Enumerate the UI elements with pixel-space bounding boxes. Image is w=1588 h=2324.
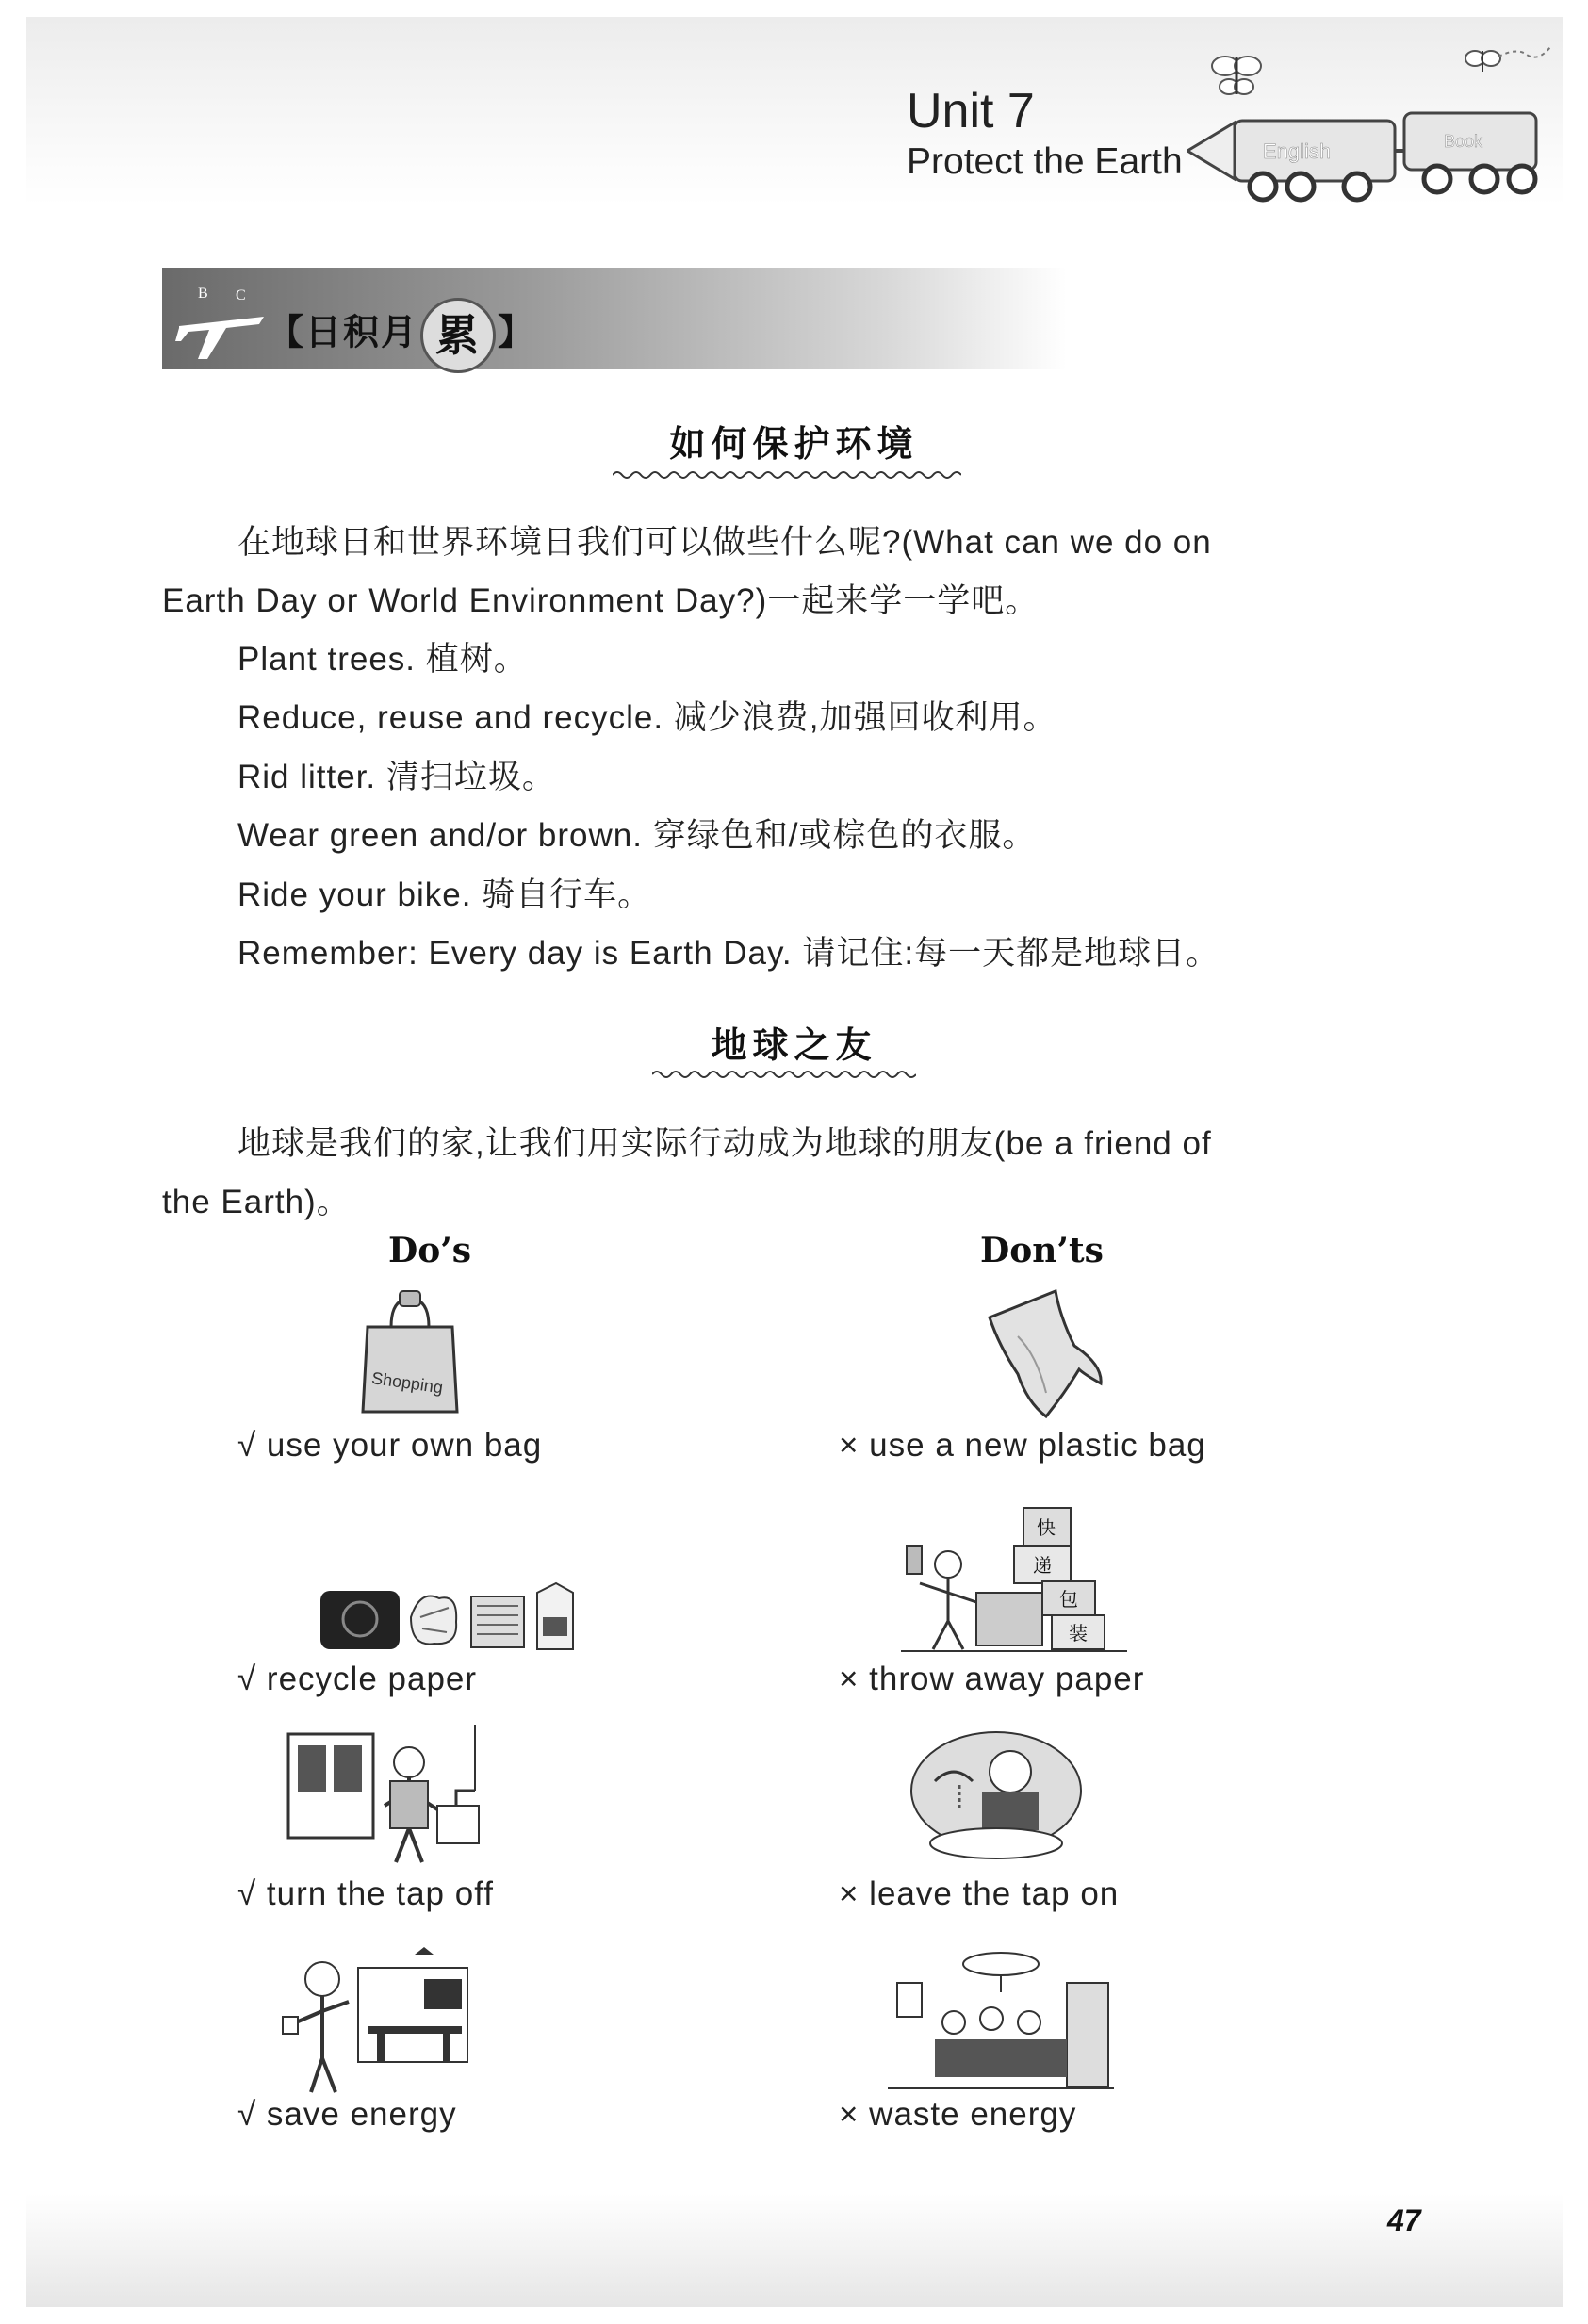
article2-title: 地球之友 bbox=[711, 1026, 877, 1066]
article1-intro-line2: Earth Day or World Environment Day?)一起来学一学吧。 bbox=[162, 582, 1040, 619]
do-item: √ recycle paper bbox=[237, 1661, 478, 1697]
dont-item: × leave the tap on bbox=[839, 1875, 1120, 1912]
article2-intro-line1: 地球是我们的家,让我们用实际行动成为地球的朋友(be a friend of bbox=[237, 1125, 1212, 1162]
unit-title: Unit 7 bbox=[907, 84, 1035, 139]
express-package-pile-icon bbox=[901, 1489, 1127, 1659]
dont-item: × throw away paper bbox=[839, 1661, 1145, 1697]
recycle-paper-icon bbox=[317, 1579, 581, 1655]
dos-heading: Do’s bbox=[388, 1231, 472, 1270]
section-label-badge: 累 bbox=[420, 298, 496, 373]
donts-heading: Don’ts bbox=[980, 1231, 1104, 1270]
svg-text:B: B bbox=[198, 286, 208, 302]
unit-subtitle: Protect the Earth bbox=[907, 141, 1183, 182]
do-item: √ save energy bbox=[237, 2096, 457, 2133]
svg-text:装: 装 bbox=[1069, 1622, 1088, 1645]
svg-text:Shopping: Shopping bbox=[370, 1368, 445, 1398]
svg-text:包: 包 bbox=[1059, 1588, 1078, 1611]
dont-item: × waste energy bbox=[839, 2096, 1077, 2133]
shopping-bag-icon bbox=[358, 1289, 462, 1421]
butterfly-icon bbox=[1212, 57, 1261, 94]
airplane-icon bbox=[170, 279, 273, 364]
leave-tap-on-icon bbox=[907, 1725, 1086, 1866]
save-energy-icon bbox=[273, 1945, 471, 2096]
butterfly-icon bbox=[1465, 47, 1550, 72]
article2-intro-line2: the Earth)。 bbox=[162, 1184, 351, 1220]
article1-title: 如何保护环境 bbox=[669, 425, 919, 465]
section-label bbox=[268, 298, 535, 373]
pencil-car-icon bbox=[1187, 38, 1564, 207]
turn-tap-off-icon bbox=[286, 1725, 484, 1866]
section-label-prefix: 【日积月 bbox=[268, 310, 419, 353]
article1-line: Remember: Every day is Earth Day. 请记住:每一天都是地球日。 bbox=[237, 935, 1220, 972]
dont-item: × use a new plastic bag bbox=[839, 1427, 1206, 1464]
svg-text:快: 快 bbox=[1037, 1516, 1056, 1539]
svg-text:递: 递 bbox=[1033, 1554, 1052, 1577]
svg-text:English: English bbox=[1263, 139, 1332, 163]
article1-line: Reduce, reuse and recycle. 减少浪费,加强回收利用。 bbox=[237, 699, 1057, 736]
article1-line: Rid litter. 清扫垃圾。 bbox=[237, 759, 556, 795]
article1-line: Plant trees. 植树。 bbox=[237, 641, 528, 678]
article1-intro-line1: 在地球日和世界环境日我们可以做些什么呢?(What can we do on bbox=[237, 524, 1212, 561]
wavy-underline bbox=[652, 1067, 916, 1082]
plastic-bag-icon bbox=[980, 1289, 1112, 1421]
waste-energy-icon bbox=[888, 1945, 1114, 2096]
article1-line: Wear green and/or brown. 穿绿色和/或棕色的衣服。 bbox=[237, 817, 1037, 854]
article1-line: Ride your bike. 骑自行车。 bbox=[237, 876, 652, 913]
page-number: 47 bbox=[1387, 2203, 1421, 2237]
do-item: √ use your own bag bbox=[237, 1427, 543, 1464]
svg-text:C: C bbox=[236, 287, 246, 303]
wavy-underline bbox=[613, 467, 961, 483]
footer-band bbox=[26, 2194, 1563, 2307]
svg-text:Book: Book bbox=[1444, 132, 1483, 151]
section-label-suffix: 】 bbox=[498, 310, 536, 353]
do-item: √ turn the tap off bbox=[237, 1875, 495, 1912]
